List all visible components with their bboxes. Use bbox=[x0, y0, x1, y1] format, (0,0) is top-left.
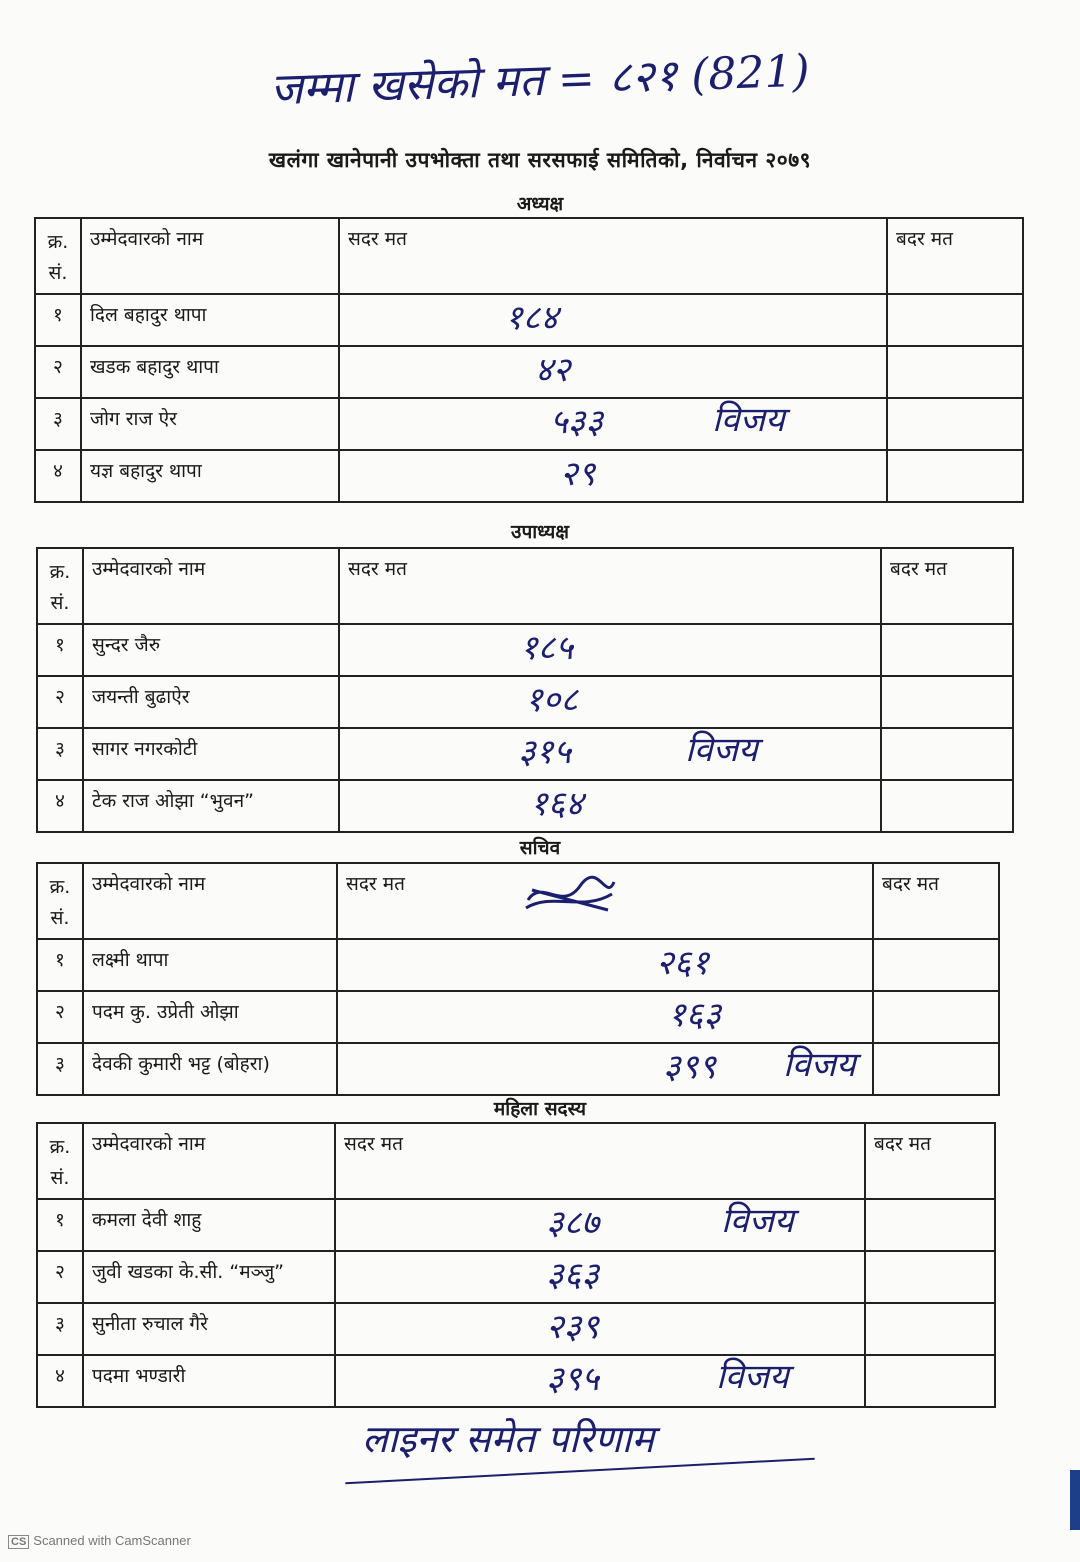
valid-votes-cell bbox=[339, 676, 881, 728]
winner-mark: विजय bbox=[721, 1201, 794, 1241]
serial-number: २ bbox=[37, 991, 83, 1043]
handwritten-footer-note: लाइनर समेत परिणाम bbox=[362, 1417, 655, 1461]
vote-count: ३९९ bbox=[663, 1047, 717, 1087]
invalid-votes-cell bbox=[881, 676, 1013, 728]
invalid-votes-cell bbox=[881, 780, 1013, 832]
vote-count: १८५ bbox=[520, 628, 574, 668]
candidate-name: खडक बहादुर थापा bbox=[81, 346, 339, 398]
valid-votes-cell bbox=[337, 991, 873, 1043]
camscanner-badge: CS bbox=[8, 1535, 29, 1549]
candidate-name: जोग राज ऐर bbox=[81, 398, 339, 450]
vote-count: १८४ bbox=[505, 298, 559, 338]
watermark-text: Scanned with CamScanner bbox=[33, 1533, 191, 1548]
invalid-votes-cell bbox=[865, 1199, 995, 1251]
table-row bbox=[37, 624, 1013, 676]
vote-count: ३९५ bbox=[546, 1359, 600, 1399]
valid-votes-cell bbox=[335, 1355, 865, 1407]
winner-mark: विजय bbox=[712, 400, 785, 440]
vote-count: ५३३ bbox=[550, 402, 604, 442]
invalid-votes-cell bbox=[873, 1043, 999, 1095]
table-row bbox=[35, 346, 1023, 398]
header-serial: क्र. सं. bbox=[37, 1123, 83, 1199]
candidate-name: यज्ञ बहादुर थापा bbox=[81, 450, 339, 502]
header-invalid-votes: बदर मत bbox=[865, 1123, 995, 1199]
candidate-name: लक्ष्मी थापा bbox=[83, 939, 337, 991]
header-serial: क्र. सं. bbox=[37, 863, 83, 939]
candidate-name: देवकी कुमारी भट्ट (बोहरा) bbox=[83, 1043, 337, 1095]
header-candidate-name: उम्मेदवारको नाम bbox=[83, 548, 339, 624]
serial-number: १ bbox=[35, 294, 81, 346]
scanner-watermark bbox=[8, 1533, 191, 1549]
serial-number: ४ bbox=[37, 780, 83, 832]
serial-number: १ bbox=[37, 1199, 83, 1251]
vote-count: २३९ bbox=[546, 1307, 600, 1347]
serial-number: ३ bbox=[37, 728, 83, 780]
winner-mark: विजय bbox=[685, 730, 758, 770]
valid-votes-cell bbox=[337, 1043, 873, 1095]
candidate-name: सागर नगरकोटी bbox=[83, 728, 339, 780]
results-table-secretary bbox=[36, 862, 1000, 1096]
vote-count: २९ bbox=[560, 454, 596, 494]
invalid-votes-cell bbox=[873, 991, 999, 1043]
table-row bbox=[37, 1303, 995, 1355]
serial-number: ४ bbox=[35, 450, 81, 502]
serial-number: ३ bbox=[37, 1303, 83, 1355]
table-row bbox=[37, 939, 999, 991]
candidate-name: टेक राज ओझा “भुवन” bbox=[83, 780, 339, 832]
valid-votes-cell bbox=[339, 728, 881, 780]
valid-votes-cell bbox=[339, 346, 887, 398]
serial-number: २ bbox=[35, 346, 81, 398]
winner-mark: विजय bbox=[716, 1357, 789, 1397]
table-row bbox=[37, 780, 1013, 832]
valid-votes-cell bbox=[339, 398, 887, 450]
invalid-votes-cell bbox=[887, 294, 1023, 346]
header-candidate-name: उम्मेदवारको नाम bbox=[83, 1123, 335, 1199]
serial-number: १ bbox=[37, 624, 83, 676]
candidate-name: जयन्ती बुढाऐर bbox=[83, 676, 339, 728]
candidate-name: पदम कु. उप्रेती ओझा bbox=[83, 991, 337, 1043]
serial-number: २ bbox=[37, 676, 83, 728]
vote-count: १६३ bbox=[668, 995, 722, 1035]
vote-count: १०८ bbox=[525, 680, 579, 720]
valid-votes-cell bbox=[335, 1199, 865, 1251]
valid-votes-cell bbox=[335, 1303, 865, 1355]
invalid-votes-cell bbox=[881, 728, 1013, 780]
section-label-women-member: महिला सदस्य bbox=[493, 1098, 587, 1120]
invalid-votes-cell bbox=[865, 1355, 995, 1407]
table-row bbox=[37, 728, 1013, 780]
valid-votes-cell bbox=[337, 939, 873, 991]
header-candidate-name: उम्मेदवारको नाम bbox=[81, 218, 339, 294]
header-candidate-name: उम्मेदवारको नाम bbox=[83, 863, 337, 939]
crossed-out-scribble bbox=[522, 872, 618, 918]
invalid-votes-cell bbox=[887, 346, 1023, 398]
header-valid-votes: सदर मत bbox=[339, 218, 887, 294]
candidate-name: जुवी खडका के.सी. “मञ्जु” bbox=[83, 1251, 335, 1303]
winner-mark: विजय bbox=[783, 1045, 856, 1085]
header-serial: क्र. सं. bbox=[35, 218, 81, 294]
results-table-vice-president bbox=[36, 547, 1014, 833]
serial-number: १ bbox=[37, 939, 83, 991]
serial-number: ३ bbox=[35, 398, 81, 450]
candidate-name: दिल बहादुर थापा bbox=[81, 294, 339, 346]
section-label-vice-president: उपाध्यक्ष bbox=[511, 521, 569, 543]
vote-count: ४२ bbox=[535, 350, 571, 390]
results-table-women-member bbox=[36, 1122, 996, 1408]
section-label-secretary: सचिव bbox=[519, 837, 561, 859]
valid-votes-cell bbox=[335, 1251, 865, 1303]
header-invalid-votes: बदर मत bbox=[881, 548, 1013, 624]
header-invalid-votes: बदर मत bbox=[873, 863, 999, 939]
results-table-president bbox=[34, 217, 1024, 503]
vote-count: १६४ bbox=[530, 784, 584, 824]
table-row bbox=[37, 1355, 995, 1407]
invalid-votes-cell bbox=[865, 1303, 995, 1355]
valid-votes-cell bbox=[339, 624, 881, 676]
valid-votes-cell bbox=[339, 450, 887, 502]
invalid-votes-cell bbox=[865, 1251, 995, 1303]
handwritten-total-votes: जम्मा खसेको मत = ८२१ (821) bbox=[269, 45, 811, 116]
candidate-name: सुन्दर जैरु bbox=[83, 624, 339, 676]
vote-count: २६१ bbox=[656, 943, 710, 983]
table-row bbox=[37, 991, 999, 1043]
table-row bbox=[37, 1043, 999, 1095]
section-label-president: अध्यक्ष bbox=[516, 193, 564, 215]
valid-votes-cell bbox=[339, 780, 881, 832]
table-row bbox=[37, 1199, 995, 1251]
header-serial: क्र. सं. bbox=[37, 548, 83, 624]
invalid-votes-cell bbox=[873, 939, 999, 991]
candidate-name: कमला देवी शाहु bbox=[83, 1199, 335, 1251]
table-row bbox=[35, 398, 1023, 450]
candidate-name: पदमा भण्डारी bbox=[83, 1355, 335, 1407]
table-row bbox=[37, 676, 1013, 728]
candidate-name: सुनीता रुचाल गैरे bbox=[83, 1303, 335, 1355]
serial-number: २ bbox=[37, 1251, 83, 1303]
serial-number: ३ bbox=[37, 1043, 83, 1095]
table-row bbox=[35, 450, 1023, 502]
invalid-votes-cell bbox=[887, 450, 1023, 502]
header-valid-votes: सदर मत bbox=[339, 548, 881, 624]
valid-votes-cell bbox=[339, 294, 887, 346]
table-row bbox=[35, 294, 1023, 346]
invalid-votes-cell bbox=[887, 398, 1023, 450]
header-valid-votes: सदर मत bbox=[337, 863, 873, 939]
scan-edge-mark bbox=[1070, 1470, 1080, 1530]
invalid-votes-cell bbox=[881, 624, 1013, 676]
header-invalid-votes: बदर मत bbox=[887, 218, 1023, 294]
vote-count: ३६३ bbox=[546, 1255, 600, 1295]
header-valid-votes: सदर मत bbox=[335, 1123, 865, 1199]
vote-count: ३८७ bbox=[546, 1203, 600, 1243]
document-title: खलंगा खानेपानी उपभोक्ता तथा सरसफाई समितिको, निर्वाचन २०७९ bbox=[268, 148, 812, 172]
table-row bbox=[37, 1251, 995, 1303]
vote-count: ३१५ bbox=[518, 732, 572, 772]
serial-number: ४ bbox=[37, 1355, 83, 1407]
